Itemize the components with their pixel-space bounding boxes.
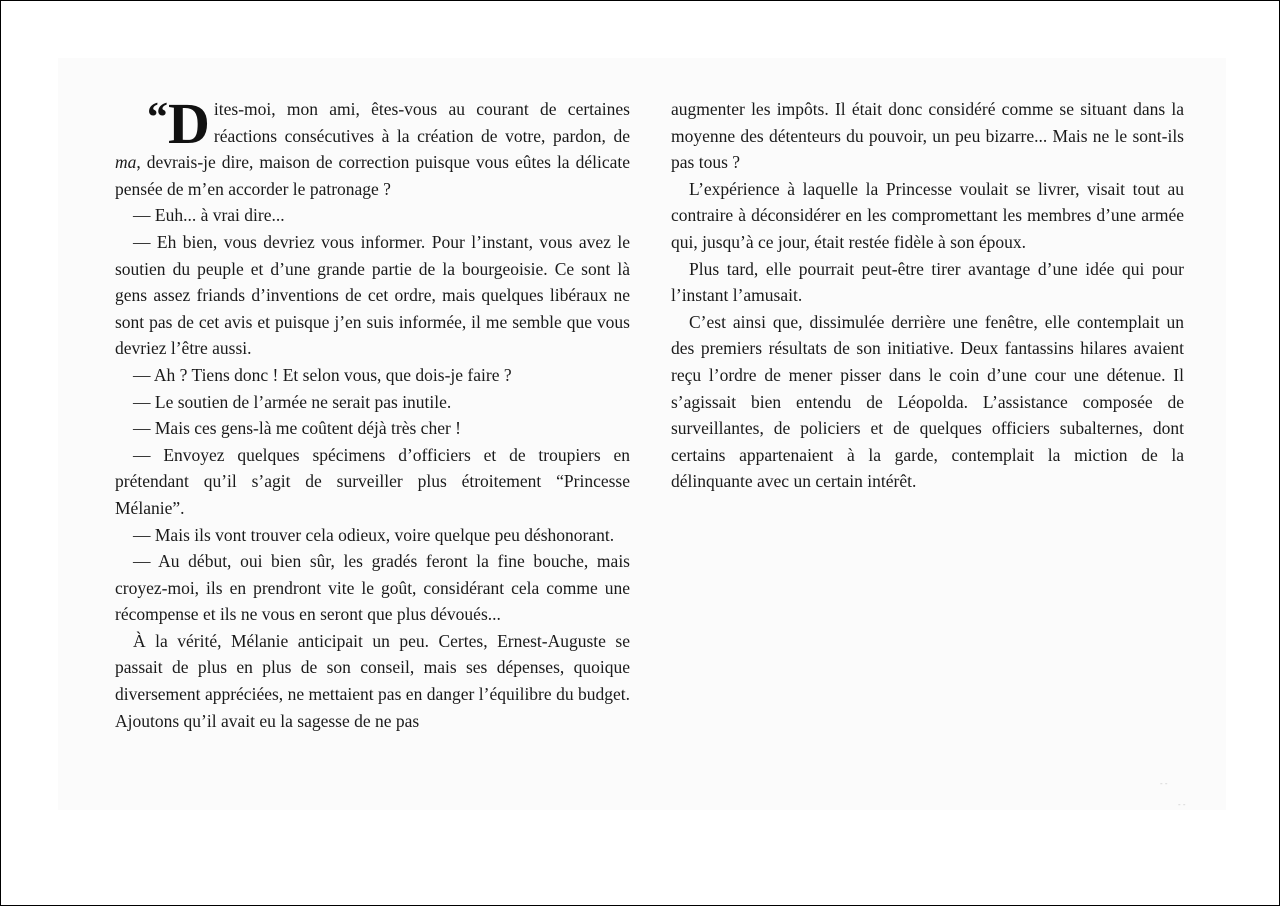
dialogue-line-4: — Le soutien de l’armée ne serait pas inutile. bbox=[133, 391, 452, 412]
dialogue-line-5: — Mais ces gens-là me coûtent déjà très cher ! bbox=[133, 418, 461, 439]
right-column bbox=[671, 96, 1184, 495]
narrative-paragraph-1: L’expérience à laquelle la Princesse voulait se livrer, visait tout au contraire à déconsidérer en les compromettant les membres d’une armée qui, jusqu’à ce jour, était restée fidèle à son époux. bbox=[671, 178, 1184, 252]
drop-cap: D bbox=[168, 91, 210, 156]
opening-text-end: , devrais-je dire, maison de correction puisque vous eûtes la délicate pensée de m’en accorder le patronage ? bbox=[115, 152, 630, 199]
opening-paragraph bbox=[115, 91, 630, 202]
continuation-paragraph: augmenter les impôts. Il était donc considéré comme se situant dans la moyenne des détenteurs du pouvoir, un peu bizarre... Mais ne le sont-ils pas tous ? bbox=[671, 99, 1184, 173]
opening-text-start: ites-moi, mon ami, êtes-vous au courant de certaines réactions consécutives à la création de votre, pardon, de bbox=[213, 99, 630, 146]
dialogue-line-3: — Ah ? Tiens donc ! Et selon vous, que dois-je faire ? bbox=[133, 364, 512, 385]
narrative-paragraph-3: C’est ainsi que, dissimulée derrière une fenêtre, elle contemplait un des premiers résultats de son initiative. Deux fantassins hilares avaient reçu l’ordre de mener pisser dans le coin d’une cour une détenue. Il s’agissait bien entendu de Léopolda. L’assistance composée de surveillantes, de policiers et de quelques officiers subalternes, dont certains appartenaient à la garde, contemplait la miction de la délinquante avec un certain intérêt. bbox=[671, 311, 1184, 492]
margin-mark-1: - - bbox=[1160, 779, 1168, 788]
narrative-paragraph: À la vérité, Mélanie anticipait un peu. Certes, Ernest-Auguste se passait de plus en plus de son conseil, mais ses dépenses, quoique diversement appréciées, ne mettaient pas en danger l’équilibre du budget. Ajoutons qu’il avait eu la sagesse de ne pas bbox=[115, 630, 630, 731]
narrative-paragraph-2: Plus tard, elle pourrait peut-être tirer avantage d’une idée qui pour l’instant l’amusait. bbox=[671, 258, 1184, 306]
opening-quote-mark: “ bbox=[147, 95, 168, 141]
left-column bbox=[115, 91, 630, 734]
dialogue-line-7: — Mais ils vont trouver cela odieux, voire quelque peu déshonorant. bbox=[133, 524, 615, 545]
dialogue-line-2: — Eh bien, vous devriez vous informer. Pour l’instant, vous avez le soutien du peuple et d’une grande partie de la bourgeoisie. Ce sont là gens assez friands d’inventions de cet ordre, mais quelques libéraux ne sont pas de cet avis et puisque j’en suis informée, il me semble que vous devriez l’être aussi. bbox=[115, 231, 630, 359]
dialogue-line-6: — Envoyez quelques spécimens d’officiers et de troupiers en prétendant qu’il s’agit de surveiller plus étroitement “Princesse Mélanie”. bbox=[115, 444, 630, 518]
margin-mark-2: - - bbox=[1178, 800, 1186, 809]
dialogue-line-8: — Au début, oui bien sûr, les gradés feront la fine bouche, mais croyez-moi, ils en prendront vite le goût, considérant cela comme une récompense et ils ne vous en seront que plus dévoués... bbox=[115, 551, 630, 625]
dialogue-line-1: — Euh... à vrai dire... bbox=[133, 205, 285, 226]
opening-emphasis: ma bbox=[115, 152, 137, 173]
